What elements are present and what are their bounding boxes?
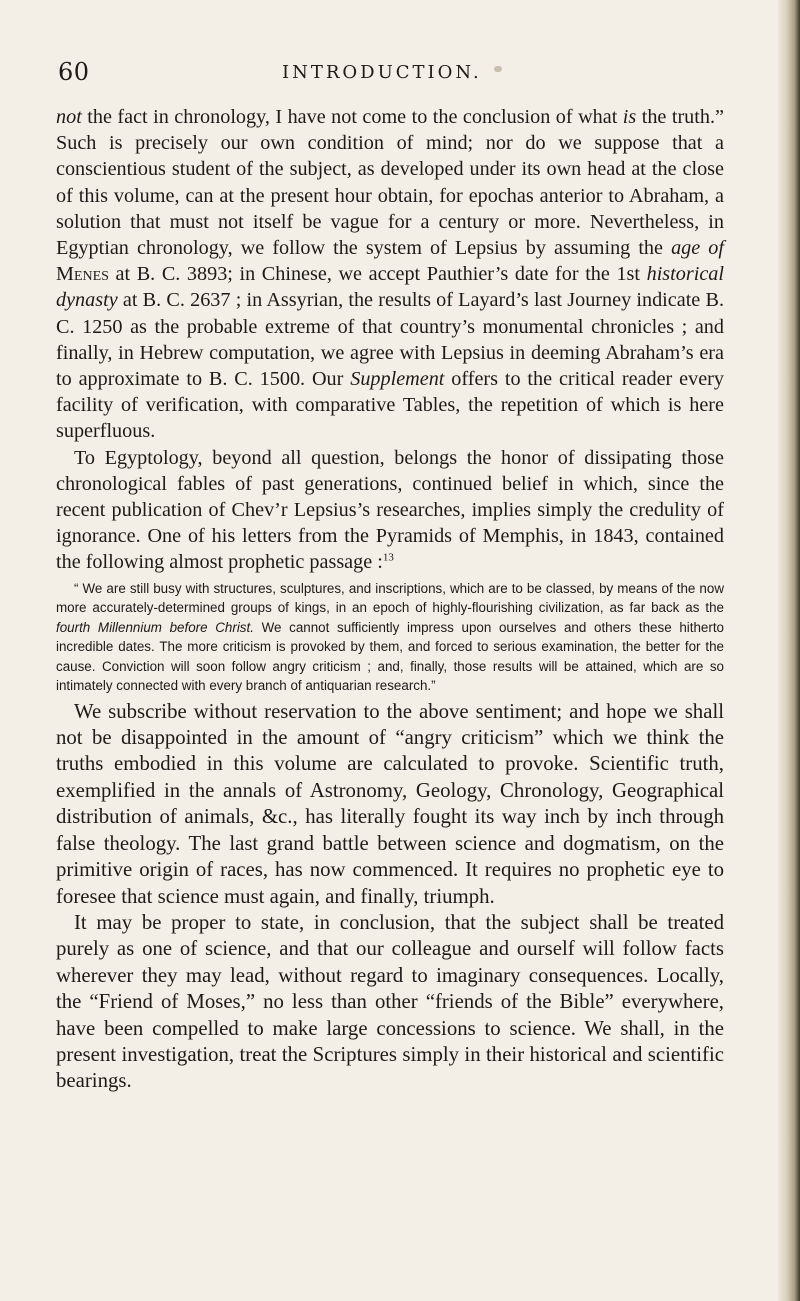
paragraph-1 [56,104,724,445]
text-run: We cannot sufficiently impress upon ourselves and others these hitherto incredible dates. The more criticism is provoked by them, and forced to serious examination, the better for the cause. Conviction will soon follow angry criticism ; and, finally, those results will be attained, which are so intimately connected with every branch of antiquarian research.” [56,619,724,694]
emphasis: age of [671,237,724,260]
page-number: 60 [58,58,90,86]
text-run: at B. C. 2637 ; in Assyrian, the results of Layard’s last Journey indicate B. C. 1250 as the probable extreme of that country’s monumental chronicles ; and finally, in Hebrew computation, we agree with Lepsius in deeming Abraham’s era to approximate to B. C. 1500. Our [56,289,724,391]
text-run: offers to the critical reader every facility of verification, with comparative Tables, the repetition of which is here superfluous. [56,368,724,443]
emphasis: Supplement [350,368,445,391]
paragraph-4: It may be proper to state, in conclusion, that the subject shall be treated purely as one of science, and that our colleague and ourself will follow facts wherever they may lead, without regard to imaginary consequences. Locally, the “Friend of Moses,” no less than other “friends of the Bible” everywhere, have been compelled to make large concessions to science. We shall, in the present investigation, treat the Scriptures simply in their historical and scientific bearings. [56,910,724,1093]
emphasis: fourth Millennium before Christ. [56,619,254,635]
small-caps-name: Menes [56,263,109,286]
emphasis: is [622,106,637,128]
paragraph-2 [56,445,724,576]
running-head: INTRODUCTION. [282,62,482,83]
text-run: at B. C. 3893; in Chinese, we accept Pauthier’s date for the 1st [108,263,647,286]
paragraph-3: We subscribe without reservation to the above sentiment; and hope we shall not be disappointed in the amount of “angry criticism” which we think the truths embodied in this volume are calculated to provoke. Scientific truth, exemplified in the annals of Astronomy, Geology, Chronology, Geographical distribution of animals, &c., has literally fought its way inch by inch through false theology. The last grand battle between science and dogmatism, on the primitive origin of races, has now commenced. It requires no prophetic eye to foresee that science must again, and finally, triumph. [56,699,724,908]
text-run: To Egyptology, beyond all question, belongs the honor of dissipating those chronological fables of past generations, continued belief in which, since the recent publication of Chev’r Lepsius’s researches, implies simply the credulity of ignorance. One of his letters from the Pyramids of Memphis, in 1843, contained the following almost prophetic passage : [56,446,724,574]
emphasis: historical dynasty [56,263,724,312]
body-text [56,104,724,1095]
text-run: the fact in chronology, I have not come to the conclusion of what [81,106,623,128]
text-run: “ We are still busy with structures, sculptures, and inscriptions, which are to be classed, by means of the now more accurately-determined groups of kings, in an epoch of highly-flourishing civilization, as far back as the [56,580,724,616]
block-quote [56,579,724,696]
page-edge-shadow [778,0,800,1301]
text-run: the truth.” Such is precisely our own condition of mind; nor do we suppose that a conscientious student of the subject, as developed under its own head at the close of this volume, can at the present hour obtain, for epochas anterior to Abraham, a solution that must not itself be vague for a century or more. Nevertheless, in Egyptian chronology, we follow the system of Lepsius by assuming the [56,106,724,260]
emphasis: not [56,106,82,128]
ink-spot [494,66,502,72]
footnote-reference: 13 [382,551,394,564]
page-header [58,58,718,88]
